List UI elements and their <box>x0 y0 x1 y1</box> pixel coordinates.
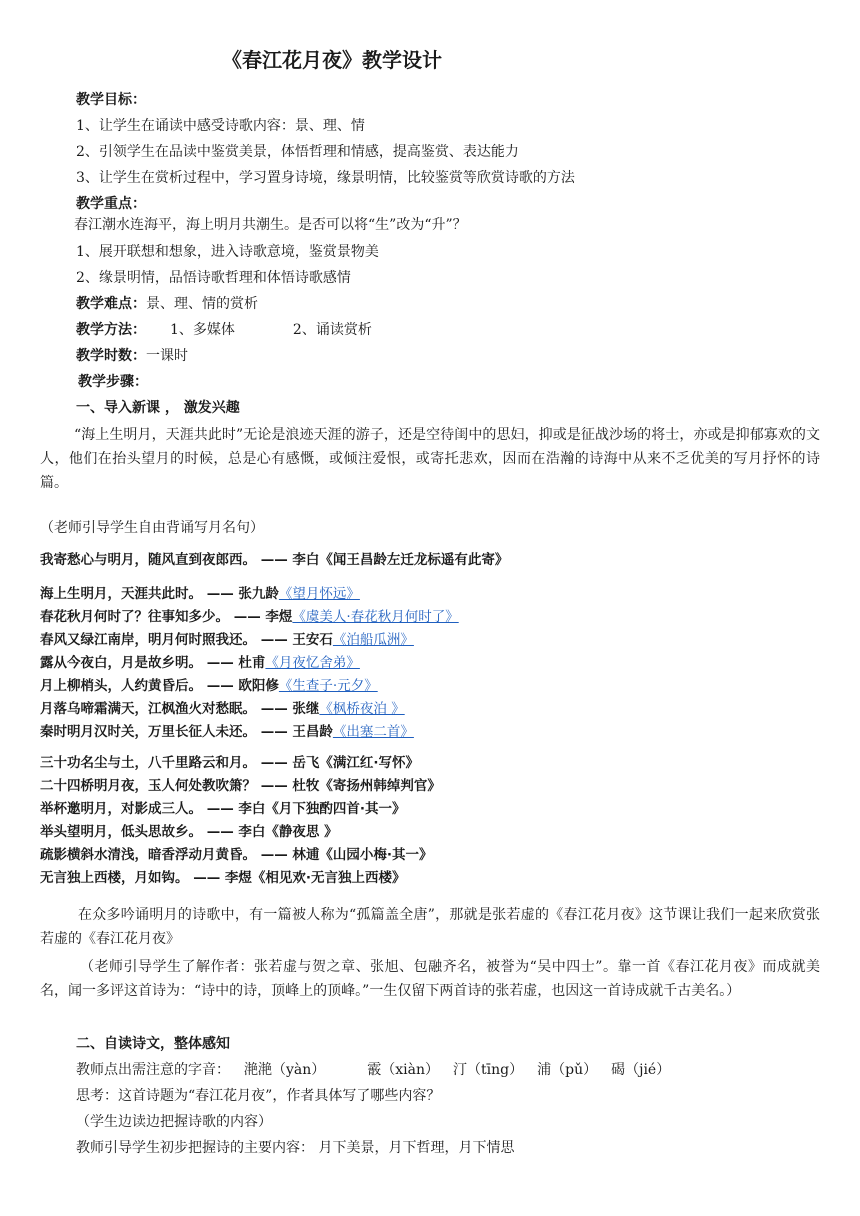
quote-line: 露从今夜白，月是故乡明。 —— 杜甫《月夜忆舍弟》 <box>40 655 360 671</box>
section2-note: （学生边读边把握诗歌的内容） <box>76 1114 272 1130</box>
author-note-paragraph: （老师引导学生了解作者：张若虚与贺之章、张旭、包融齐名，被誉为“吴中四士”。靠一首《春江花月夜》而成就美名，闻一多评这首诗为：“诗中的诗，顶峰上的顶峰。”一生仅留下两首诗的张若虚，也因这一首诗成就千古美名。） <box>40 959 820 999</box>
think-question: 思考：这首诗题为“春江花月夜”，作者具体写了哪些内容？ <box>76 1088 441 1104</box>
quote-line: 无言独上西楼，月如钩。 —— 李煜《相见欢·无言独上西楼》 <box>40 870 406 886</box>
difficulty-heading: 教学难点： <box>76 296 146 312</box>
quote-line: 秦时明月汉时关，万里长征人未还。 —— 王昌龄《出塞二首》 <box>40 724 414 740</box>
hours-text: 一课时 <box>146 348 188 364</box>
quote-line: 春花秋月何时了？往事知多少。 —— 李煜《虞美人·春花秋月何时了》 <box>40 609 459 625</box>
section1-heading: 一、导入新课 ， 激发兴趣 <box>76 400 240 416</box>
quote-line: 春风又绿江南岸，明月何时照我还。 —— 王安石《泊船瓜洲》 <box>40 632 414 648</box>
pron-item: 碣（jié） <box>611 1062 671 1078</box>
transition-paragraph: 在众多吟诵明月的诗歌中，有一篇被人称为“孤篇盖全唐”，那就是张若虚的《春江花月夜》这节课让我们一起来欣赏张若虚的《春江花月夜》 <box>40 907 820 947</box>
method-item-2: 2、诵读赏析 <box>292 322 372 338</box>
quote-line: 二十四桥明月夜，玉人何处教吹箫？ —— 杜牧《寄扬州韩绰判官》 <box>40 778 441 794</box>
quote-line: 三十功名尘与土，八千里路云和月。 —— 岳飞《满江红·写怀》 <box>40 755 420 771</box>
methods-heading: 教学方法： <box>76 322 146 338</box>
pron-item: 霰（xiàn） <box>367 1062 440 1078</box>
quote-line: 月上柳梢头，人约黄昏后。 —— 欧阳修《生查子·元夕》 <box>40 678 378 694</box>
poem-link[interactable]: 《虞美人·春花秋月何时了》 <box>292 609 459 625</box>
quote-line: 海上生明月，天涯共此时。 —— 张九龄《望月怀远》 <box>40 586 360 602</box>
section2-heading: 二、自读诗文，整体感知 <box>76 1036 230 1052</box>
steps-heading: 教学步骤： <box>78 374 148 390</box>
difficulty-text: 景、理、情的赏析 <box>146 296 258 312</box>
method-item-1: 1、多媒体 <box>170 322 235 338</box>
poem-link[interactable]: 《枫桥夜泊 》 <box>319 701 405 717</box>
pronunciation-label: 教师点出需注意的字音： <box>76 1062 230 1078</box>
quote-line: 疏影横斜水清浅，暗香浮动月黄昏。 —— 林逋《山园小梅·其一》 <box>40 847 433 863</box>
focus-item-2: 2、缘景明情，品悟诗歌哲理和体悟诗歌感情 <box>76 270 351 286</box>
poem-link[interactable]: 《生查子·元夕》 <box>278 678 378 694</box>
page-title: 《春江花月夜》教学设计 <box>222 48 442 72</box>
guide-text: 教师引导学生初步把握诗的主要内容： 月下美景，月下哲理，月下情思 <box>76 1140 515 1156</box>
poem-link[interactable]: 《月夜忆舍弟》 <box>265 655 360 671</box>
quote-line: 举头望明月，低头思故乡。 —— 李白《静夜思 》 <box>40 824 338 840</box>
hours-row <box>76 346 188 366</box>
methods-row <box>76 320 372 340</box>
quote-line: 月落乌啼霜满天，江枫渔火对愁眠。 —— 张继《枫桥夜泊 》 <box>40 701 405 717</box>
poem-link[interactable]: 《泊船瓜洲》 <box>332 632 414 648</box>
focus-heading: 教学重点： <box>76 196 146 212</box>
pron-item: 浦（pǔ） <box>537 1062 598 1078</box>
focus-item-1: 1、展开联想和想象，进入诗歌意境，鉴赏景物美 <box>76 244 379 260</box>
difficulty-row <box>76 294 258 314</box>
objectives-heading: 教学目标： <box>76 92 146 108</box>
hours-heading: 教学时数： <box>76 348 146 364</box>
section1-paragraph: “海上生明月，天涯共此时”无论是浪迹天涯的游子，还是空待闺中的思妇，抑或是征战沙场的将士，亦或是抑郁寡欢的文人，他们在抬头望月的时候，总是心有感慨，或倾注爱恨，或寄托悲欢，因而在浩瀚的诗海中从来不乏优美的写月抒怀的诗篇。 <box>40 427 820 491</box>
objective-item-3: 3、让学生在赏析过程中，学习置身诗境，缘景明情，比较鉴赏等欣赏诗歌的方法 <box>76 170 575 186</box>
poem-link[interactable]: 《出塞二首》 <box>332 724 414 740</box>
objective-item-1: 1、让学生在诵读中感受诗歌内容：景、理、情 <box>76 118 365 134</box>
pron-item: 滟滟（yàn） <box>244 1062 326 1078</box>
pronunciation-row <box>76 1060 670 1080</box>
focus-question: 春江潮水连海平，海上明月共潮生。是否可以将“生”改为“升”？ <box>74 217 467 233</box>
section1-note: （老师引导学生自由背诵写月名句） <box>40 520 264 536</box>
poem-link[interactable]: 《望月怀远》 <box>278 586 360 602</box>
pron-item: 汀（tīng） <box>453 1062 524 1078</box>
quote-line: 我寄愁心与明月，随风直到夜郎西。 —— 李白《闻王昌龄左迁龙标遥有此寄》 <box>40 552 509 568</box>
quote-line: 举杯邀明月，对影成三人。 —— 李白《月下独酌四首·其一》 <box>40 801 406 817</box>
objective-item-2: 2、引领学生在品读中鉴赏美景，体悟哲理和情感，提高鉴赏、表达能力 <box>76 144 519 160</box>
